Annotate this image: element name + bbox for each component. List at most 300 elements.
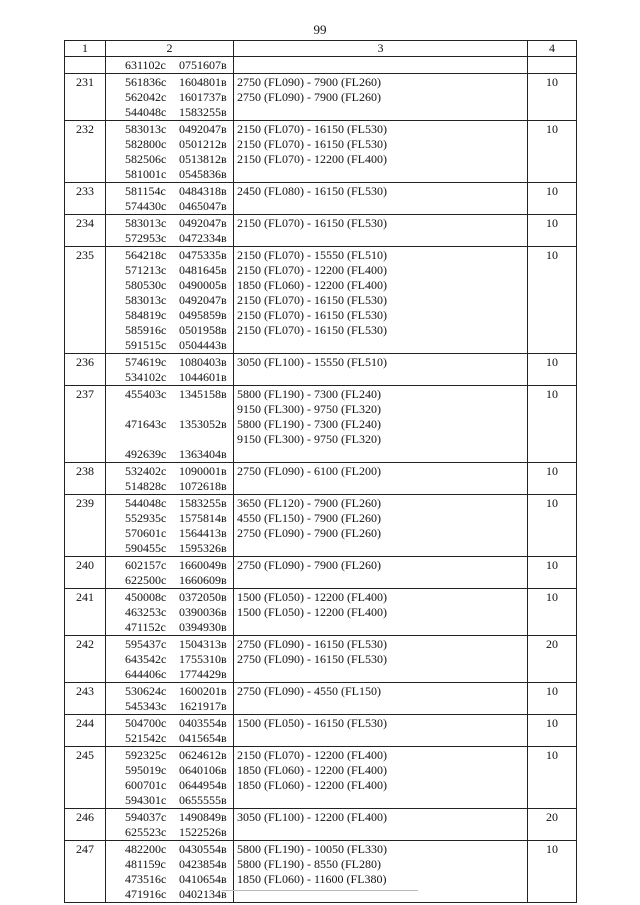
latitude: 514828с xyxy=(125,479,167,493)
coordinates-cell xyxy=(106,183,234,215)
latitude: 625523с xyxy=(125,825,167,839)
latitude: 643542с xyxy=(125,652,167,666)
longitude: 0484318в xyxy=(179,184,227,198)
coordinate-line xyxy=(125,496,233,511)
coordinates-cell xyxy=(106,841,234,903)
altitude-range xyxy=(237,105,527,120)
altitude-range: 2150 (FL070) - 16150 (FL530) xyxy=(237,122,387,136)
coordinate-line xyxy=(125,338,233,353)
longitude: 1583255в xyxy=(179,496,227,510)
coordinate-line xyxy=(125,75,233,90)
latitude: 595437с xyxy=(125,637,167,651)
longitude: 1490849в xyxy=(179,810,227,824)
row-number: 231 xyxy=(65,74,106,121)
altitude-range: 1500 (FL050) - 16150 (FL530) xyxy=(237,716,387,730)
coordinate-line xyxy=(125,152,233,167)
altitude-range: 2750 (FL090) - 7900 (FL260) xyxy=(237,526,381,540)
latitude: 582506с xyxy=(125,152,167,166)
coordinate-line xyxy=(125,308,233,323)
altitude-range xyxy=(237,199,527,214)
latitude: 574430с xyxy=(125,199,167,213)
row-number: 240 xyxy=(65,557,106,589)
table-row xyxy=(65,183,577,215)
latitude: 471643с xyxy=(125,417,167,431)
table-row xyxy=(65,386,577,463)
coordinate-line xyxy=(125,432,233,447)
altitude-range: 1850 (FL060) - 12200 (FL400) xyxy=(237,778,387,792)
row-number: 232 xyxy=(65,121,106,183)
altitude-cell xyxy=(234,809,528,841)
coordinate-line xyxy=(125,825,233,840)
altitude-cell xyxy=(234,74,528,121)
longitude: 0492047в xyxy=(179,293,227,307)
coordinate-line xyxy=(125,590,233,605)
coordinate-line xyxy=(125,263,233,278)
coordinates-cell xyxy=(106,247,234,354)
coordinate-line xyxy=(125,278,233,293)
longitude: 0423854в xyxy=(179,857,227,871)
altitude-range: 3650 (FL120) - 7900 (FL260) xyxy=(237,496,381,510)
longitude: 1660609в xyxy=(179,573,227,587)
coordinate-line xyxy=(125,605,233,620)
bottom-rule xyxy=(222,890,418,891)
column-header-3: 3 xyxy=(234,41,528,57)
longitude: 0402134в xyxy=(179,887,227,901)
value-cell: 10 xyxy=(528,247,577,354)
altitude-range xyxy=(237,541,527,556)
latitude: 463253с xyxy=(125,605,167,619)
value-cell: 10 xyxy=(528,495,577,557)
coordinates-cell xyxy=(106,354,234,386)
table-row xyxy=(65,495,577,557)
latitude: 594037с xyxy=(125,810,167,824)
altitude-range: 2150 (FL070) - 16150 (FL530) xyxy=(237,137,387,151)
latitude: 544048с xyxy=(125,496,167,510)
latitude: 585916с xyxy=(125,323,167,337)
row-number: 244 xyxy=(65,715,106,747)
latitude: 574619с xyxy=(125,355,167,369)
altitude-range: 3050 (FL100) - 12200 (FL400) xyxy=(237,810,387,824)
value-cell: 10 xyxy=(528,715,577,747)
latitude: 561836с xyxy=(125,75,167,89)
altitude-range xyxy=(237,479,527,494)
altitude-range: 2750 (FL090) - 7900 (FL260) xyxy=(237,90,381,104)
coordinate-line xyxy=(125,184,233,199)
longitude: 0372050в xyxy=(179,590,227,604)
longitude: 0504443в xyxy=(179,338,227,352)
latitude: 571213с xyxy=(125,263,167,277)
latitude: 455403с xyxy=(125,387,167,401)
coordinate-line xyxy=(125,748,233,763)
coordinate-line xyxy=(125,573,233,588)
altitude-range xyxy=(237,620,527,635)
coordinates-cell xyxy=(106,74,234,121)
longitude: 0545836в xyxy=(179,167,227,181)
longitude: 1353052в xyxy=(179,417,227,431)
coordinate-line xyxy=(125,857,233,872)
altitude-range: 2150 (FL070) - 16150 (FL530) xyxy=(237,293,387,307)
coordinates-cell xyxy=(106,463,234,495)
longitude: 1345158в xyxy=(179,387,227,401)
coordinate-line xyxy=(125,511,233,526)
latitude: 492639с xyxy=(125,447,167,461)
latitude: 581154с xyxy=(125,184,166,198)
coordinate-line xyxy=(125,842,233,857)
latitude: 471152с xyxy=(125,620,166,634)
table-row xyxy=(65,589,577,636)
latitude: 583013с xyxy=(125,216,167,230)
latitude: 644406с xyxy=(125,667,167,681)
longitude: 0655555в xyxy=(179,793,227,807)
latitude: 583013с xyxy=(125,293,167,307)
coordinate-line xyxy=(125,122,233,137)
altitude-range: 5800 (FL190) - 8550 (FL280) xyxy=(237,857,381,871)
altitude-range: 2150 (FL070) - 15550 (FL510) xyxy=(237,248,387,262)
coordinate-line xyxy=(125,387,233,402)
coordinate-line xyxy=(125,248,233,263)
altitude-range: 9150 (FL300) - 9750 (FL320) xyxy=(237,432,381,446)
altitude-range: 2150 (FL070) - 12200 (FL400) xyxy=(237,152,387,166)
coordinate-line xyxy=(125,652,233,667)
row-number: 245 xyxy=(65,747,106,809)
latitude: 590455с xyxy=(125,541,167,555)
altitude-range: 2750 (FL090) - 7900 (FL260) xyxy=(237,558,381,572)
altitude-range xyxy=(237,825,527,840)
coordinate-line xyxy=(125,402,233,417)
altitude-range xyxy=(237,447,527,462)
coordinate-line xyxy=(125,716,233,731)
latitude: 544048с xyxy=(125,105,167,119)
coordinate-line xyxy=(125,887,233,902)
latitude: 564218с xyxy=(125,248,167,262)
table-row xyxy=(65,557,577,589)
altitude-range: 5800 (FL190) - 7300 (FL240) xyxy=(237,417,381,431)
altitude-cell xyxy=(234,386,528,463)
value-cell: 20 xyxy=(528,809,577,841)
value-cell: 20 xyxy=(528,636,577,683)
altitude-range: 2750 (FL090) - 16150 (FL530) xyxy=(237,637,387,651)
latitude: 552935с xyxy=(125,511,167,525)
altitude-cell xyxy=(234,747,528,809)
coordinate-line xyxy=(125,778,233,793)
coordinate-line xyxy=(125,199,233,214)
longitude: 1522526в xyxy=(179,825,227,839)
table-body xyxy=(65,57,577,903)
coordinate-line xyxy=(125,464,233,479)
altitude-cell xyxy=(234,636,528,683)
longitude: 1595326в xyxy=(179,541,227,555)
longitude: 0481645в xyxy=(179,263,227,277)
value-cell: 10 xyxy=(528,354,577,386)
longitude: 0501958в xyxy=(179,323,227,337)
longitude: 0472334в xyxy=(179,231,227,245)
coordinate-line xyxy=(125,793,233,808)
row-number: 235 xyxy=(65,247,106,354)
altitude-cell xyxy=(234,841,528,903)
row-number: 236 xyxy=(65,354,106,386)
altitude-range xyxy=(237,573,527,588)
longitude: 0513812в xyxy=(179,152,227,166)
row-number: 238 xyxy=(65,463,106,495)
table-row xyxy=(65,715,577,747)
row-number: 243 xyxy=(65,683,106,715)
altitude-range: 5800 (FL190) - 10050 (FL330) xyxy=(237,842,387,856)
table-row xyxy=(65,747,577,809)
coordinate-line xyxy=(125,417,233,432)
coordinates-cell xyxy=(106,589,234,636)
coordinate-line xyxy=(125,667,233,682)
altitude-range xyxy=(237,667,527,682)
coordinate-line xyxy=(125,231,233,246)
row-number: 233 xyxy=(65,183,106,215)
coordinates-cell xyxy=(106,747,234,809)
table-row xyxy=(65,463,577,495)
altitude-cell xyxy=(234,121,528,183)
longitude: 0415654в xyxy=(179,731,227,745)
value-cell: 10 xyxy=(528,386,577,463)
header-row xyxy=(65,41,577,57)
column-header-1: 1 xyxy=(65,41,106,57)
latitude: 482200с xyxy=(125,842,167,856)
latitude: 582800с xyxy=(125,137,167,151)
altitude-range: 5800 (FL190) - 7300 (FL240) xyxy=(237,387,381,401)
altitude-range: 1500 (FL050) - 12200 (FL400) xyxy=(237,590,387,604)
longitude: 1755310в xyxy=(179,652,227,666)
altitude-range: 2150 (FL070) - 16150 (FL530) xyxy=(237,308,387,322)
latitude: 602157с xyxy=(125,558,167,572)
row-number xyxy=(65,57,106,74)
longitude: 0501212в xyxy=(179,137,227,151)
value-cell xyxy=(528,57,577,74)
table-row xyxy=(65,247,577,354)
altitude-range: 2150 (FL070) - 12200 (FL400) xyxy=(237,748,387,762)
altitude-cell xyxy=(234,57,528,74)
latitude: 534102с xyxy=(125,370,167,384)
altitude-range: 1500 (FL050) - 12200 (FL400) xyxy=(237,605,387,619)
latitude: 473516с xyxy=(125,872,167,886)
value-cell: 10 xyxy=(528,183,577,215)
longitude: 0751607в xyxy=(179,58,227,72)
latitude: 631102с xyxy=(125,58,166,72)
latitude: 530624с xyxy=(125,684,167,698)
longitude: 1080403в xyxy=(179,355,227,369)
table-row xyxy=(65,121,577,183)
altitude-range: 1850 (FL060) - 12200 (FL400) xyxy=(237,278,387,292)
longitude: 1601737в xyxy=(179,90,227,104)
table-row xyxy=(65,809,577,841)
latitude: 504700с xyxy=(125,716,167,730)
altitude-cell xyxy=(234,557,528,589)
longitude: 0410654в xyxy=(179,872,227,886)
longitude: 0492047в xyxy=(179,216,227,230)
altitude-cell xyxy=(234,495,528,557)
coordinate-line xyxy=(125,105,233,120)
altitude-cell xyxy=(234,715,528,747)
coordinates-cell xyxy=(106,715,234,747)
value-cell: 10 xyxy=(528,215,577,247)
latitude: 595019с xyxy=(125,763,167,777)
table-row xyxy=(65,74,577,121)
longitude: 0390036в xyxy=(179,605,227,619)
value-cell: 10 xyxy=(528,557,577,589)
page-number: 99 xyxy=(313,22,327,37)
longitude: 1583255в xyxy=(179,105,227,119)
longitude: 1564413в xyxy=(179,526,227,540)
coordinate-line xyxy=(125,323,233,338)
column-header-4: 4 xyxy=(528,41,577,57)
coordinate-line xyxy=(125,558,233,573)
longitude: 1072618в xyxy=(179,479,227,493)
altitude-cell xyxy=(234,183,528,215)
latitude: 600701с xyxy=(125,778,167,792)
value-cell: 10 xyxy=(528,841,577,903)
coordinate-line xyxy=(125,293,233,308)
table-row xyxy=(65,354,577,386)
row-number: 239 xyxy=(65,495,106,557)
column-header-2: 2 xyxy=(106,41,234,57)
longitude: 0475335в xyxy=(179,248,227,262)
coordinate-line xyxy=(125,167,233,182)
altitude-range: 2450 (FL080) - 16150 (FL530) xyxy=(237,184,387,198)
table-row xyxy=(65,683,577,715)
longitude: 1621917в xyxy=(179,699,227,713)
longitude: 1600201в xyxy=(179,684,227,698)
coordinate-line xyxy=(125,620,233,635)
longitude: 0394930в xyxy=(179,620,227,634)
latitude: 583013с xyxy=(125,122,167,136)
coordinates-cell xyxy=(106,215,234,247)
latitude: 481159с xyxy=(125,857,166,871)
coordinate-line xyxy=(125,872,233,887)
latitude: 572953с xyxy=(125,231,167,245)
value-cell: 10 xyxy=(528,683,577,715)
altitude-cell xyxy=(234,215,528,247)
coordinates-cell xyxy=(106,386,234,463)
latitude: 562042с xyxy=(125,90,167,104)
longitude: 0492047в xyxy=(179,122,227,136)
altitude-cell xyxy=(234,683,528,715)
longitude: 1660049в xyxy=(179,558,227,572)
longitude: 1575814в xyxy=(179,511,227,525)
latitude: 570601с xyxy=(125,526,167,540)
altitude-range: 2150 (FL070) - 12200 (FL400) xyxy=(237,263,387,277)
altitude-range: 2750 (FL090) - 6100 (FL200) xyxy=(237,464,381,478)
longitude: 0640106в xyxy=(179,763,227,777)
altitude-range xyxy=(237,370,527,385)
value-cell: 10 xyxy=(528,74,577,121)
airspace-table xyxy=(64,40,577,903)
coordinate-line xyxy=(125,731,233,746)
coordinate-line xyxy=(125,90,233,105)
coordinate-line xyxy=(125,370,233,385)
coordinate-line xyxy=(125,355,233,370)
altitude-cell xyxy=(234,463,528,495)
coordinate-line xyxy=(125,216,233,231)
altitude-range: 2150 (FL070) - 16150 (FL530) xyxy=(237,216,387,230)
longitude: 0403554в xyxy=(179,716,227,730)
coordinate-line xyxy=(125,684,233,699)
latitude: 471916с xyxy=(125,887,167,901)
altitude-range: 9150 (FL300) - 9750 (FL320) xyxy=(237,402,381,416)
coordinate-line xyxy=(125,637,233,652)
altitude-range xyxy=(237,699,527,714)
table-row xyxy=(65,636,577,683)
longitude: 1774429в xyxy=(179,667,227,681)
latitude: 581001с xyxy=(125,167,167,181)
row-number: 247 xyxy=(65,841,106,903)
coordinates-cell xyxy=(106,557,234,589)
table-row xyxy=(65,215,577,247)
longitude: 0495859в xyxy=(179,308,227,322)
row-number: 242 xyxy=(65,636,106,683)
latitude: 545343с xyxy=(125,699,167,713)
coordinate-line xyxy=(125,479,233,494)
longitude: 0430554в xyxy=(179,842,227,856)
altitude-range: 2750 (FL090) - 4550 (FL150) xyxy=(237,684,381,698)
altitude-range: 4550 (FL150) - 7900 (FL260) xyxy=(237,511,381,525)
longitude: 1090001в xyxy=(179,464,227,478)
row-number: 246 xyxy=(65,809,106,841)
coordinate-line xyxy=(125,58,233,73)
longitude: 0644954в xyxy=(179,778,227,792)
longitude: 1044601в xyxy=(179,370,227,384)
longitude: 0465047в xyxy=(179,199,227,213)
coordinates-cell xyxy=(106,809,234,841)
altitude-range xyxy=(237,338,527,353)
latitude: 521542с xyxy=(125,731,167,745)
longitude: 0624612в xyxy=(179,748,227,762)
coordinate-line xyxy=(125,810,233,825)
altitude-range: 2750 (FL090) - 16150 (FL530) xyxy=(237,652,387,666)
value-cell: 10 xyxy=(528,589,577,636)
latitude: 592325с xyxy=(125,748,167,762)
value-cell: 10 xyxy=(528,747,577,809)
altitude-cell xyxy=(234,247,528,354)
coordinates-cell xyxy=(106,495,234,557)
altitude-range xyxy=(237,167,527,182)
table-row xyxy=(65,57,577,74)
altitude-cell xyxy=(234,589,528,636)
coordinate-line xyxy=(125,137,233,152)
row-number: 234 xyxy=(65,215,106,247)
coordinates-cell xyxy=(106,636,234,683)
altitude-range xyxy=(237,731,527,746)
coordinate-line xyxy=(125,526,233,541)
altitude-range xyxy=(237,58,527,73)
longitude: 1504313в xyxy=(179,637,227,651)
latitude: 580530с xyxy=(125,278,167,292)
altitude-range: 2750 (FL090) - 7900 (FL260) xyxy=(237,75,381,89)
longitude: 1604801в xyxy=(179,75,227,89)
value-cell: 10 xyxy=(528,121,577,183)
altitude-range: 1850 (FL060) - 12200 (FL400) xyxy=(237,763,387,777)
coordinates-cell xyxy=(106,121,234,183)
latitude: 594301с xyxy=(125,793,167,807)
coordinate-line xyxy=(125,541,233,556)
coordinate-line xyxy=(125,763,233,778)
value-cell: 10 xyxy=(528,463,577,495)
altitude-range: 3050 (FL100) - 15550 (FL510) xyxy=(237,355,387,369)
table-row xyxy=(65,841,577,903)
latitude: 584819с xyxy=(125,308,167,322)
coordinate-line xyxy=(125,699,233,714)
altitude-range: 1850 (FL060) - 11600 (FL380) xyxy=(237,872,387,886)
altitude-cell xyxy=(234,354,528,386)
latitude: 622500с xyxy=(125,573,167,587)
altitude-range: 2150 (FL070) - 16150 (FL530) xyxy=(237,323,387,337)
altitude-range xyxy=(237,793,527,808)
longitude: 1363404в xyxy=(179,447,227,461)
